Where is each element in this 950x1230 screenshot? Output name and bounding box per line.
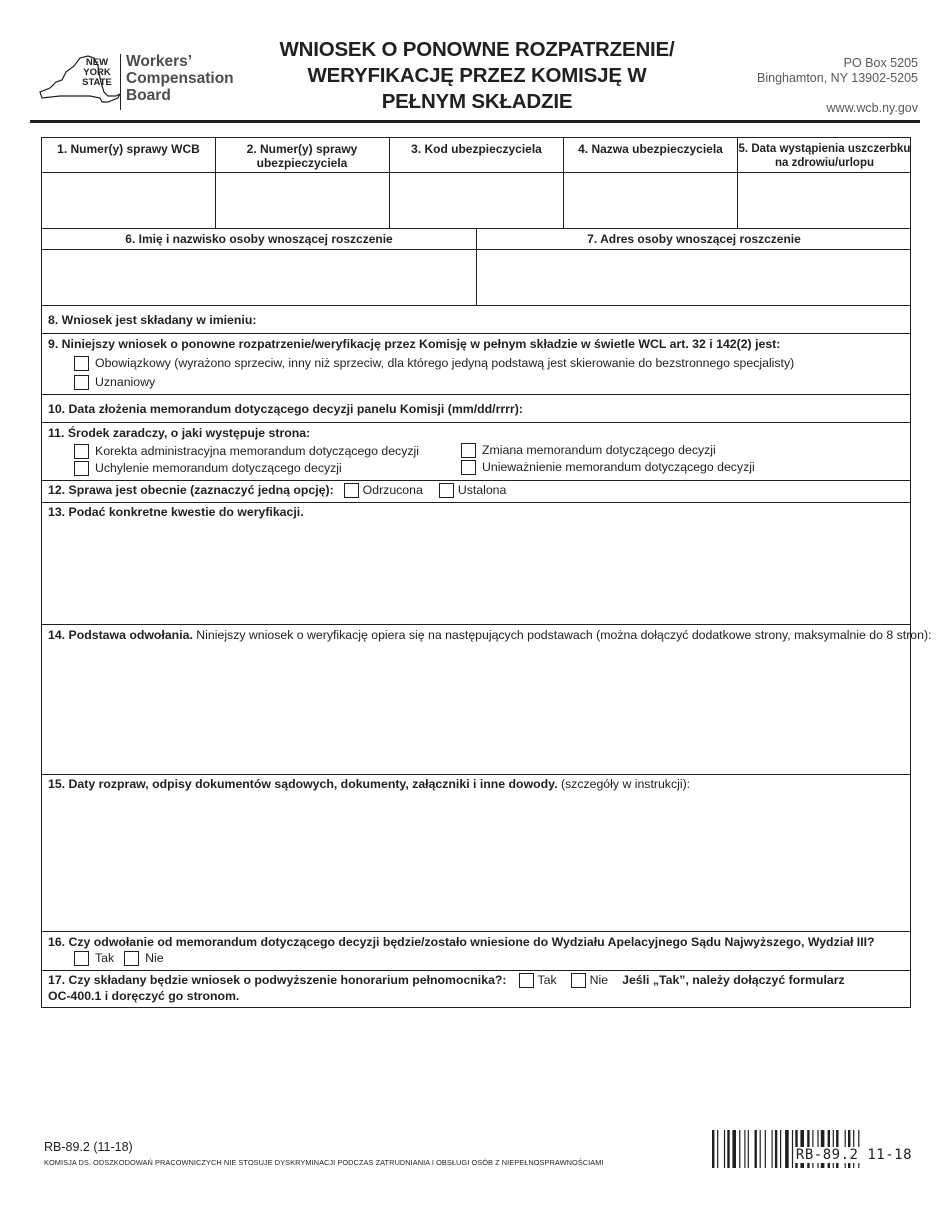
carrier-code-field[interactable]	[391, 174, 562, 227]
rescission-option[interactable]	[74, 461, 342, 476]
section-14-label: 14. Podstawa odwołania. Niniejszy wniosek o weryfikację opiera się na następujących podstawach (można dołączyć dodatkowe strony, maksymalnie do 8 stron):	[48, 628, 932, 642]
appeal-yes-option[interactable]	[74, 951, 114, 966]
claimant-name-field[interactable]	[43, 251, 475, 304]
injury-date-field[interactable]	[739, 174, 910, 227]
form-number: RB-89.2 (11-18)	[44, 1140, 133, 1154]
section-15-label: 15. Daty rozpraw, odpisy dokumentów sądowych, dokumenty, załączniki i inne dowody. (szczegóły w instrukcji):	[48, 777, 691, 791]
appeal-no-checkbox[interactable]	[124, 951, 139, 966]
claimant-name-label: 6. Imię i nazwisko osoby wnoszącej roszczenie	[125, 232, 393, 246]
section-12-label: 12. Sprawa jest obecnie (zaznaczyć jedną opcję):	[48, 483, 334, 497]
fee-no-checkbox[interactable]	[571, 973, 586, 988]
wcb-case-number-field[interactable]	[43, 174, 214, 227]
discretionary-option[interactable]	[74, 375, 155, 390]
fee-no-label: Nie	[589, 973, 609, 987]
section-10-label: 10. Data złożenia memorandum dotyczącego decyzji panelu Komisji (mm/dd/rrrr):	[48, 402, 523, 416]
case-status-row	[48, 483, 506, 498]
carrier-code-label: 3. Kod ubezpieczyciela	[411, 142, 542, 156]
admin-correction-checkbox[interactable]	[74, 444, 89, 459]
nys-wordmark: NEW YORK STATE	[82, 57, 112, 88]
carrier-case-number-field[interactable]	[217, 174, 388, 227]
fee-note-line2: OC-400.1 i doręczyć go stronom.	[48, 989, 240, 1003]
rescission-label: Uchylenie memorandum dotyczącego decyzji	[95, 461, 342, 475]
case-established-option[interactable]	[439, 483, 507, 498]
discretionary-option-label: Uznaniowy	[95, 375, 156, 389]
board-address: PO Box 5205 Binghamton, NY 13902-5205	[757, 56, 918, 85]
appeal-yes-checkbox[interactable]	[74, 951, 89, 966]
appeal-no-option[interactable]	[124, 951, 163, 966]
case-denied-checkbox[interactable]	[344, 483, 359, 498]
fee-yes-option[interactable]	[519, 973, 557, 988]
mandatory-checkbox[interactable]	[74, 356, 89, 371]
fee-yes-label: Tak	[537, 973, 557, 987]
section-9-label: 9. Niniejszy wniosek o ponowne rozpatrzenie/weryfikację przez Komisję w pełnym składzie w świetle WCL art. 32 i 142(2) jest:	[48, 337, 781, 351]
board-website: www.wcb.ny.gov	[826, 101, 918, 115]
carrier-case-number-label: 2. Numer(y) sprawy ubezpieczyciela	[246, 142, 358, 170]
case-established-label: Ustalona	[457, 483, 507, 497]
injury-date-label: 5. Data wystąpienia uszczerbku na zdrowiu/urlopu	[738, 143, 911, 169]
wcb-case-number-label: 1. Numer(y) sprawy WCB	[57, 142, 200, 156]
section-16-label: 16. Czy odwołanie od memorandum dotyczącego decyzji będzie/zostało wniesione do Wydziału Apelacyjnego Sądu Najwyższego, Wydział III?	[48, 935, 875, 949]
mandatory-option-label: Obowiązkowy (wyrażono sprzeciw, inny niż sprzeciw, dla którego jedyną podstawą jest skierowanie do bezstronnego specjalisty)	[95, 356, 795, 370]
case-established-checkbox[interactable]	[439, 483, 454, 498]
annulment-option[interactable]	[461, 460, 755, 475]
modification-checkbox[interactable]	[461, 443, 476, 458]
header-rule	[30, 120, 920, 123]
appeal-options	[74, 951, 164, 966]
mandatory-option[interactable]	[74, 356, 794, 371]
modification-option[interactable]	[461, 443, 716, 458]
fee-note-line1: Jeśli „Tak”, należy dołączyć formularz	[622, 973, 845, 987]
section-17-label: 17. Czy składany będzie wniosek o podwyższenie honorarium pełnomocnika?:	[48, 973, 507, 987]
case-denied-option[interactable]	[344, 483, 423, 498]
claimant-address-label: 7. Adres osoby wnoszącej roszczenie	[587, 232, 801, 246]
admin-correction-label: Korekta administracyjna memorandum dotyczącego decyzji	[95, 444, 419, 458]
fee-no-option[interactable]	[571, 973, 608, 988]
section-13-label: 13. Podać konkretne kwestie do weryfikacji.	[48, 505, 304, 519]
barcode-text: RB-89.2 11-18	[795, 1147, 912, 1163]
board-name: Workers’ Compensation Board	[126, 53, 234, 104]
appeal-yes-label: Tak	[95, 951, 115, 965]
carrier-name-label: 4. Nazwa ubezpieczyciela	[578, 142, 723, 156]
carrier-name-field[interactable]	[565, 174, 736, 227]
admin-correction-option[interactable]	[74, 444, 419, 459]
section-11-label: 11. Środek zaradczy, o jaki występuje strona:	[48, 426, 311, 440]
logo-divider	[120, 54, 121, 110]
case-denied-label: Odrzucona	[362, 483, 423, 497]
discretionary-checkbox[interactable]	[74, 375, 89, 390]
annulment-checkbox[interactable]	[461, 460, 476, 475]
nondiscrimination-notice: KOMISJA DS. ODSZKODOWAŃ PRACOWNICZYCH NIE STOSUJE DYSKRYMINACJI PODCZAS ZATRUDNIANIA I OBSŁUGI OSÓB Z NIEPEŁNOSPRAWNOŚCIAMI	[44, 1158, 604, 1167]
annulment-label: Unieważnienie memorandum dotyczącego decyzji	[482, 460, 755, 474]
fee-yes-checkbox[interactable]	[519, 973, 534, 988]
claimant-address-field[interactable]	[478, 251, 910, 304]
section-8-label: 8. Wniosek jest składany w imieniu:	[48, 313, 257, 327]
rescission-checkbox[interactable]	[74, 461, 89, 476]
modification-label: Zmiana memorandum dotyczącego decyzji	[482, 443, 716, 457]
wcb-logo	[36, 52, 236, 114]
appeal-no-label: Nie	[145, 951, 164, 965]
section-14[interactable]	[41, 624, 911, 775]
row1-divider	[215, 137, 216, 229]
section-13[interactable]	[41, 502, 911, 625]
fee-request-row	[48, 973, 845, 988]
form-title: WNIOSEK O PONOWNE ROZPATRZENIE/ WERYFIKACJĘ PRZEZ KOMISJĘ W PEŁNYM SKŁADZIE	[279, 38, 675, 113]
section-15[interactable]	[41, 774, 911, 932]
